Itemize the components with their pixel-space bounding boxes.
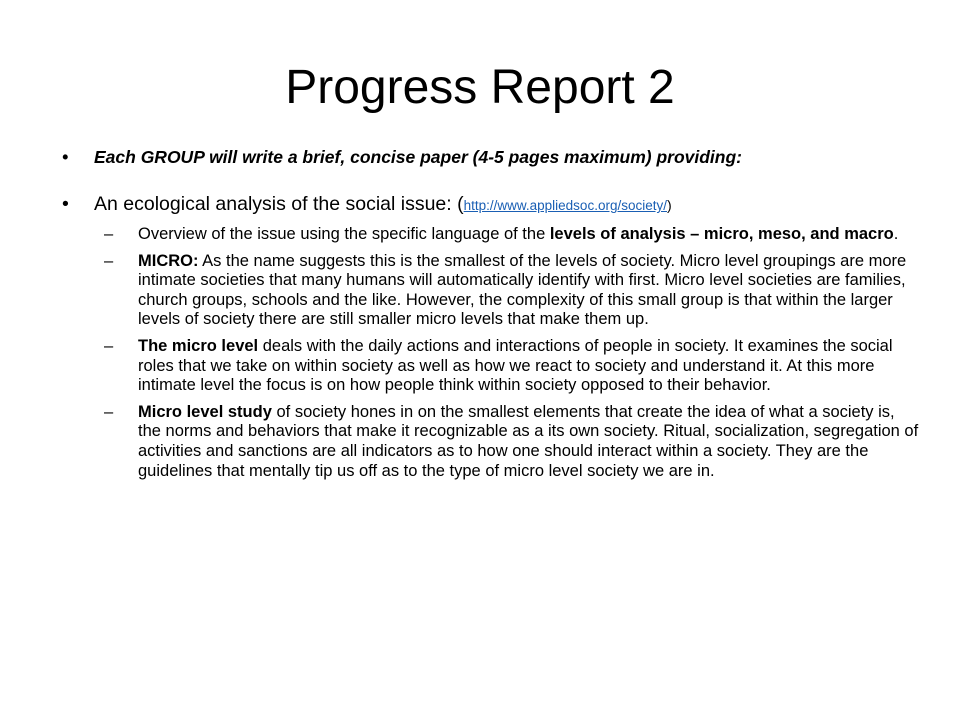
- bullet-text: Each GROUP will write a brief, concise paper (4-5 pages maximum) providing:: [94, 147, 742, 167]
- paren-close: ): [666, 197, 672, 213]
- subbullet-bold: levels of analysis – micro, meso, and macro: [549, 225, 894, 243]
- slide-title: Progress Report 2: [285, 61, 675, 114]
- subbullet-text: Overview of the issue using the specific language of the: [138, 225, 550, 243]
- applied-soc-link[interactable]: http://www.appliedsoc.org/society/: [463, 198, 667, 213]
- subbullet-micro-level: [62, 337, 922, 396]
- subbullet-text-end: .: [893, 225, 899, 243]
- dash-marker: –: [104, 251, 114, 270]
- bullet-ecological-analysis: [62, 192, 922, 218]
- subbullet-bold: The micro level: [138, 336, 259, 355]
- dash-marker: –: [104, 225, 114, 243]
- paren-open: (: [457, 193, 464, 215]
- subbullet-micro-study: [62, 403, 922, 481]
- subbullet-text: As the name suggests this is the smallest of the levels of society. Micro level groupings are more intimate societies that many humans will automatically identify with first. Micro level societies are families, church groups, schools and the like. However, the complexity of this small group is that within the larger levels of society there are still smaller micro levels that make them up.: [138, 251, 907, 329]
- subbullet-text: of society hones in on the smallest elements that create the idea of what a society is, the norms and behaviors that make it recognizable as a its own society. Ritual, socialization, segregation of activities and sanctions are all indicators as to how one should interact within a society. They are the guidelines that mentally tip us off as to the type of micro level society we are in.: [138, 402, 919, 480]
- slide-content: [62, 146, 922, 481]
- subbullet-bold: MICRO:: [138, 251, 199, 270]
- bullet-text: An ecological analysis of the social issue:: [94, 193, 458, 215]
- subbullet-text: deals with the daily actions and interactions of people in society. It examines the social roles that we take on within society as well as how we react to society and understand it. At this more intimate level the focus is on how people think within society opposed to their behavior.: [138, 336, 893, 395]
- bullet-marker: •: [62, 147, 69, 167]
- dash-marker: –: [104, 402, 114, 421]
- dash-marker: –: [104, 336, 114, 355]
- bullet-marker: •: [62, 193, 69, 215]
- subbullet-overview: [62, 225, 922, 245]
- bullet-group-paper: [62, 146, 922, 168]
- subbullet-micro-definition: [62, 252, 922, 330]
- subbullet-bold: Micro level study: [138, 402, 272, 421]
